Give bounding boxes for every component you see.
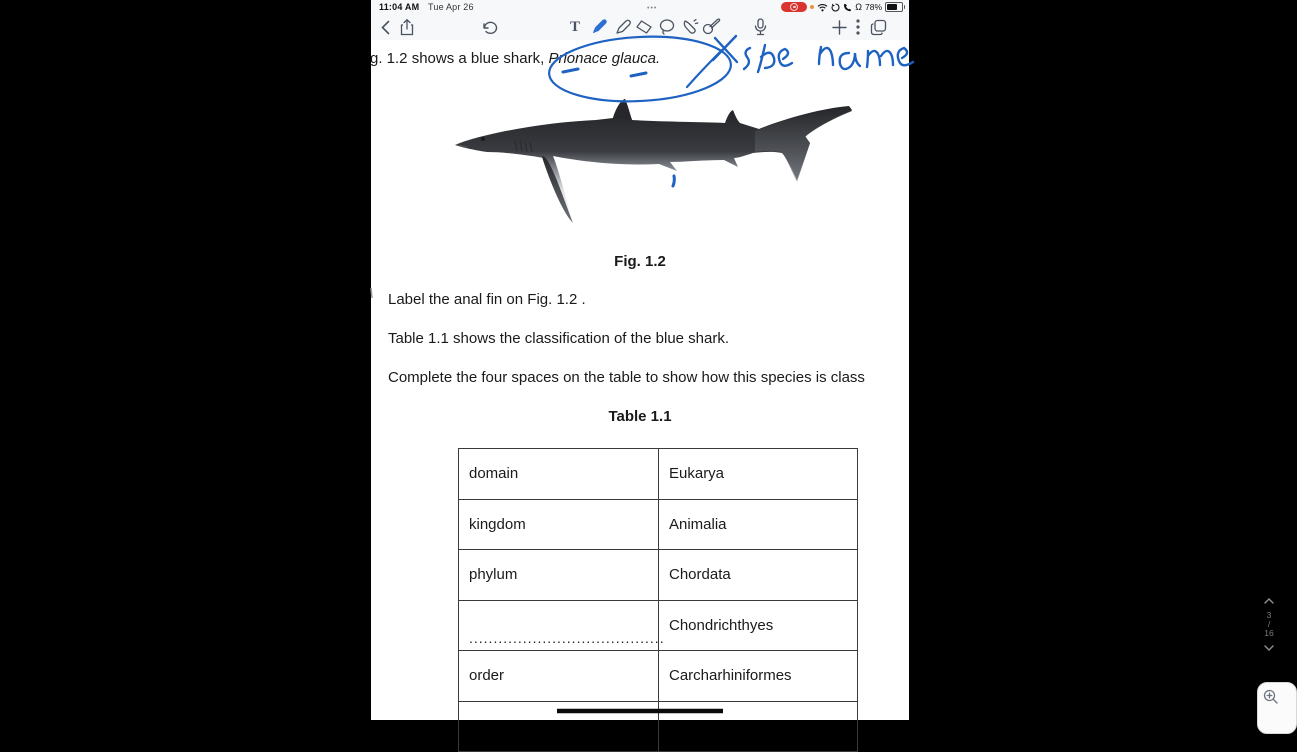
pages-overview-button[interactable] bbox=[868, 17, 888, 37]
instruction-complete: Complete the four spaces on the table to show how this species is class bbox=[388, 369, 865, 386]
rank-cell: domain bbox=[459, 449, 659, 500]
rank-cell bbox=[459, 702, 659, 752]
record-icon bbox=[790, 3, 798, 11]
multitask-handle-dots: ••• bbox=[647, 5, 657, 12]
battery-percent: 78% bbox=[865, 2, 882, 12]
toolbar bbox=[371, 14, 909, 41]
total-pages: 16 bbox=[1257, 629, 1281, 638]
orientation-lock-icon bbox=[831, 3, 840, 12]
share-button[interactable] bbox=[397, 17, 417, 37]
eraser-tool-button[interactable] bbox=[634, 17, 654, 37]
table-row bbox=[459, 601, 858, 652]
screen-recording-badge[interactable] bbox=[781, 2, 807, 12]
instruction-label-fin: Label the anal fin on Fig. 1.2 . bbox=[388, 291, 586, 308]
microphone-button[interactable] bbox=[750, 17, 770, 37]
mic-in-use-indicator-icon bbox=[810, 5, 814, 9]
table-row bbox=[459, 651, 858, 702]
classification-table bbox=[458, 448, 858, 752]
add-page-button[interactable] bbox=[829, 17, 849, 37]
wifi-icon bbox=[817, 3, 828, 12]
rank-cell: phylum bbox=[459, 550, 659, 601]
document-page[interactable] bbox=[371, 40, 909, 720]
battery-icon bbox=[885, 2, 903, 12]
species-name: Prionace glauca. bbox=[548, 50, 660, 67]
taxon-cell: Carcharhiniformes bbox=[659, 651, 858, 702]
intro-text: g. 1.2 shows a blue shark, bbox=[370, 50, 548, 67]
rank-cell: kingdom bbox=[459, 500, 659, 551]
status-date: Tue Apr 26 bbox=[428, 2, 474, 12]
table-intro-sentence: Table 1.1 shows the classification of the blue shark. bbox=[388, 330, 729, 347]
status-bar bbox=[371, 0, 909, 14]
status-time-date bbox=[379, 2, 474, 12]
laser-pointer-tool-button[interactable] bbox=[680, 17, 700, 37]
page-separator: / bbox=[1257, 620, 1281, 629]
text-tool-button[interactable]: T bbox=[565, 17, 585, 37]
taxon-cell: Animalia bbox=[659, 500, 858, 551]
zoom-tool-button[interactable] bbox=[1257, 682, 1297, 734]
magnifier-plus-icon bbox=[1263, 689, 1279, 705]
notes-app-window bbox=[371, 0, 909, 720]
table-caption: Table 1.1 bbox=[371, 408, 909, 425]
rank-cell: order bbox=[459, 651, 659, 702]
figure-caption: Fig. 1.2 bbox=[371, 253, 909, 270]
answer-blank-cell[interactable]: ........................................ bbox=[459, 601, 659, 652]
current-page-number: 3 bbox=[1257, 611, 1281, 620]
page-down-icon[interactable] bbox=[1264, 645, 1274, 651]
page-navigator bbox=[1257, 598, 1281, 651]
intro-sentence bbox=[370, 50, 660, 67]
shapes-tool-button[interactable] bbox=[701, 17, 721, 37]
highlighter-tool-button[interactable] bbox=[613, 17, 633, 37]
pen-tool-button-selected[interactable] bbox=[589, 17, 609, 37]
taxon-cell: Chordata bbox=[659, 550, 858, 601]
more-options-button[interactable] bbox=[848, 17, 868, 37]
taxon-cell bbox=[659, 702, 858, 752]
back-button[interactable] bbox=[375, 17, 395, 37]
letterbox-left bbox=[0, 0, 371, 720]
letterbox-right bbox=[909, 0, 1280, 720]
table-row bbox=[459, 550, 858, 601]
taxon-cell: Eukarya bbox=[659, 449, 858, 500]
headphones-icon: Ω bbox=[855, 3, 862, 11]
table-row bbox=[459, 449, 858, 500]
table-row bbox=[459, 702, 858, 752]
status-time: 11:04 AM bbox=[379, 2, 419, 12]
table-row bbox=[459, 500, 858, 551]
phone-call-icon bbox=[843, 3, 852, 12]
page-up-icon[interactable] bbox=[1264, 598, 1274, 604]
blue-shark-figure bbox=[453, 96, 855, 236]
lasso-tool-button[interactable] bbox=[657, 17, 677, 37]
taxon-cell: Chondrichthyes bbox=[659, 601, 858, 652]
undo-button[interactable] bbox=[479, 17, 499, 37]
